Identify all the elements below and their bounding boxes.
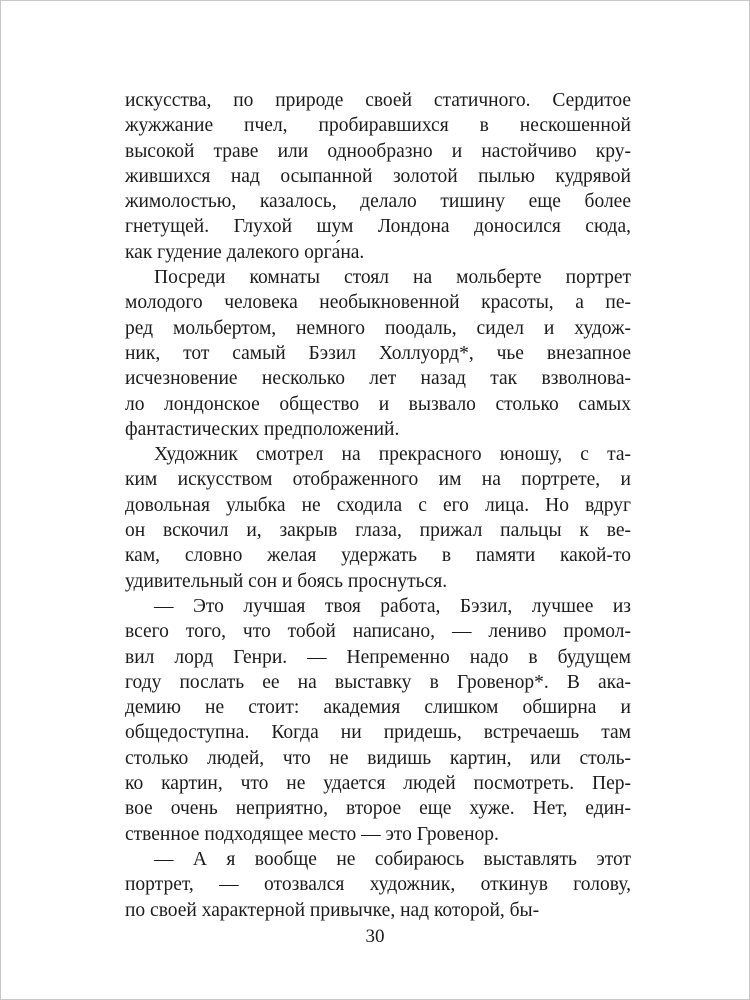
text-line: году послать ее на выставку в Гровенор*. В ака- — [125, 671, 631, 693]
text-line: ник, тот самый Бэзил Холлуорд*, чье внезапное — [125, 342, 631, 364]
text-line: высокой траве или однообразно и настойчиво кру- — [125, 140, 631, 162]
text-line: Художник смотрел на прекрасного юношу, с та- — [154, 444, 631, 466]
page-number: 30 — [365, 926, 385, 947]
text-line: всего того, что тобой написано, — лениво промол- — [125, 621, 631, 643]
text-line: ким искусством отображенного им на портрете, и — [125, 469, 631, 491]
text-line: общедоступна. Когда ни придешь, встречаешь там — [125, 722, 631, 744]
text-line: вое очень неприятно, второе еще хуже. Нет, един- — [125, 798, 631, 820]
text-line: жужжание пчел, пробиравшихся в нескошенной — [125, 115, 631, 137]
text-line: ко картин, что не удается людей посмотреть. Пер- — [125, 773, 631, 795]
text-line: удивительный сон и боясь проснуться. — [125, 570, 448, 592]
text-line: — Это лучшая твоя работа, Бэзил, лучшее из — [154, 595, 631, 617]
text-line: портрет, — отозвался художник, откинув голову, — [125, 874, 631, 896]
text-line: фантастических предположений. — [125, 418, 400, 440]
text-line: демию не стоит: академия слишком обширна и — [125, 697, 631, 719]
text-line: искусства, по природе своей статичного. Сердитое — [125, 90, 631, 111]
text-line: исчезновение несколько лет назад так взволнова- — [125, 368, 631, 390]
text-line: ред мольбертом, немного поодаль, сидел и худож- — [125, 317, 631, 339]
text-block — [125, 88, 631, 923]
text-line: жимолостью, казалось, делало тишину еще более — [125, 191, 631, 213]
text-line: гнетущей. Глухой шум Лондона доносился сюда, — [125, 216, 631, 238]
text-line: ственное подходящее место — это Гровенор. — [125, 823, 499, 845]
text-line: довольная улыбка не сходила с его лица. Но вдруг — [125, 494, 631, 516]
text-line: он вскочил и, закрыв глаза, прижал пальцы к ве- — [125, 520, 631, 542]
text-line: жившихся над осыпанной золотой пылью кудрявой — [125, 165, 631, 187]
text-line: как гудение далекого орга́на. — [125, 241, 365, 263]
text-line: Посреди комнаты стоял на мольберте портрет — [154, 267, 631, 289]
text-line: ло лондонское общество и вызвало столько самых — [125, 393, 631, 415]
text-line: кам, словно желая удержать в памяти какой-то — [125, 545, 631, 567]
text-line: вил лорд Генри. — Непременно надо в будущем — [125, 646, 631, 668]
text-line: молодого человека необыкновенной красоты, а пе- — [125, 292, 631, 314]
text-line: — А я вообще не собираюсь выставлять этот — [154, 848, 631, 870]
text-line: столько людей, что не видишь картин, или столь- — [125, 747, 631, 769]
text-line: по своей характерной привычке, над которой, бы- — [125, 899, 540, 921]
